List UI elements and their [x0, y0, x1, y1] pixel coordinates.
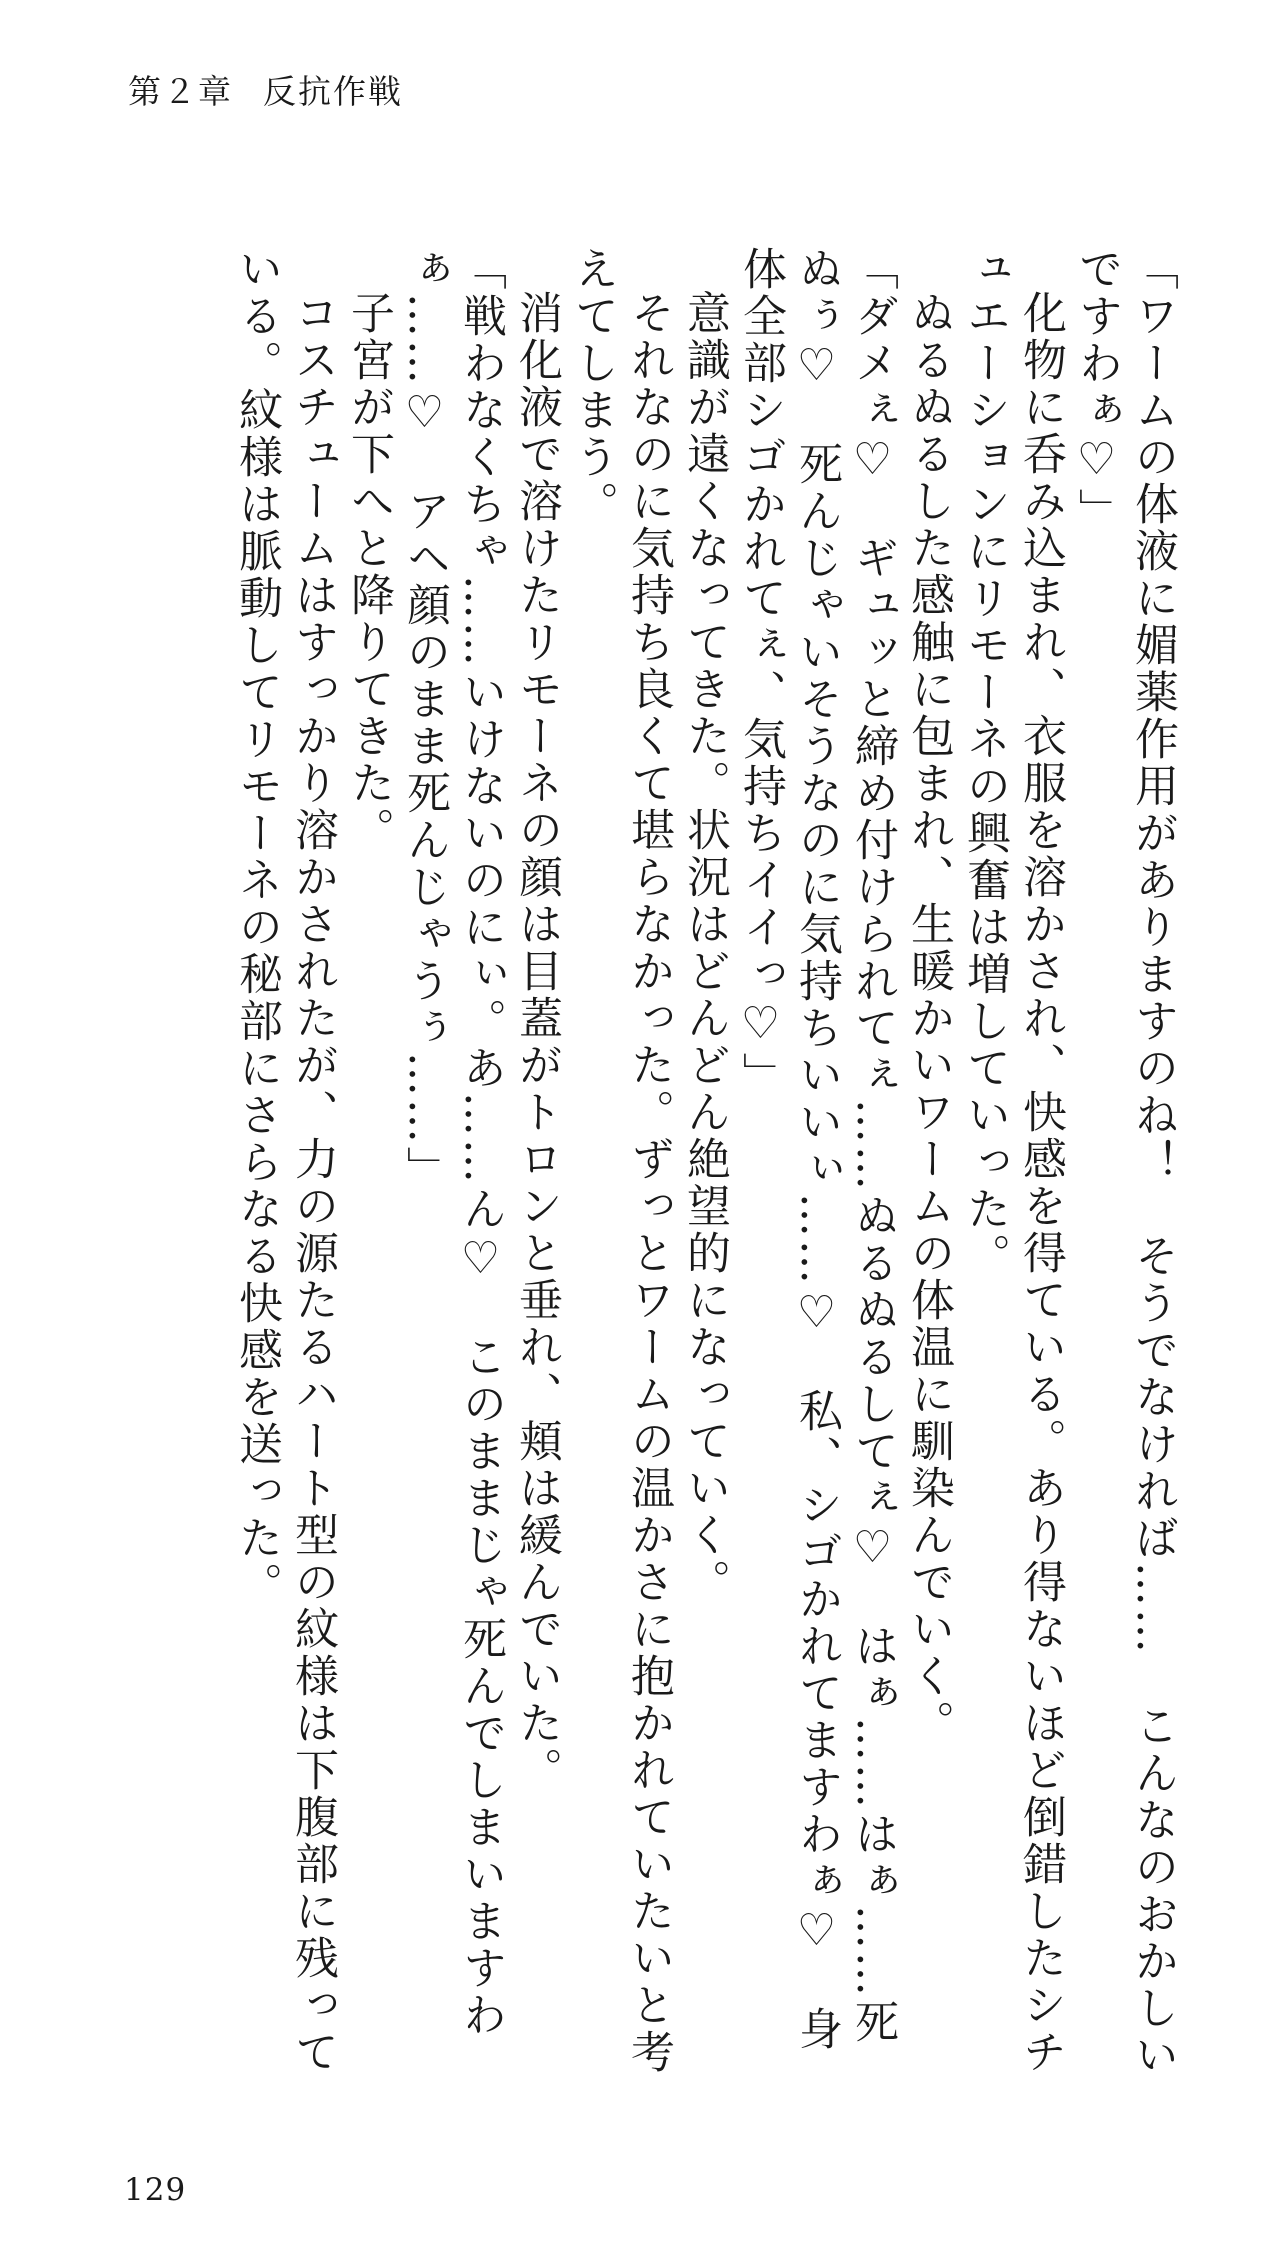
page-number: 129: [124, 2172, 187, 2208]
narration-paragraph: 消化液で溶けたリモーネの顔は目蓋がトロンと垂れ、頬は緩んでいた。: [511, 290, 562, 1794]
dialogue-paragraph: 「ダメぇ♡ ギュッと締め付けられてぇ……ぬるぬるしてぇ♡ はぁ……はぁ……死ぬぅ♡ 死んじゃいそうなのに気持ちいいぃ……♡ 私、シゴかれてますわぁ♡ 身体全部シゴかれてぇ、気持ちイイっ♡」: [735, 246, 898, 2053]
dialogue-paragraph: 「ワームの体液に媚薬作用がありますのね！ そうでなければ…… こんなのおかしいですわぁ♡」: [1071, 246, 1178, 2079]
narration-paragraph: 意識が遠くなってきた。状況はどんどん絶望的になっていく。: [679, 290, 730, 1606]
chapter-number: 第２章: [128, 72, 233, 111]
narration-paragraph: 化物に呑み込まれ、衣服を溶かされ、快感を得ている。あり得ないほど倒錯したシチュエーションにリモーネの興奮は増していった。: [959, 246, 1066, 2076]
running-header: [128, 66, 403, 113]
narration-paragraph: それなのに気持ち良くて堪らなかった。ずっとワームの温かさに抱かれていたいと考えてしまう。: [567, 246, 674, 2076]
chapter-title: 反抗作戦: [263, 72, 403, 111]
narration-paragraph: ぬるぬるした感触に包まれ、生暖かいワームの体温に馴染んでいく。: [903, 290, 954, 1747]
narration-paragraph: コスチュームはすっかり溶かされたが、力の源たるハート型の紋様は下腹部に残っている。紋様は脈動してリモーネの秘部にさらなる快感を送った。: [231, 246, 338, 2076]
vertical-body-text: [120, 246, 1180, 2081]
narration-paragraph: 子宮が下へと降りてきた。: [343, 290, 394, 854]
dialogue-paragraph: 「戦わなくちゃ……いけないのにぃ。あ……ん♡ このままじゃ死んでしまいますわぁ……♡ アヘ顔のまま死んじゃうぅ……」: [399, 246, 506, 2039]
